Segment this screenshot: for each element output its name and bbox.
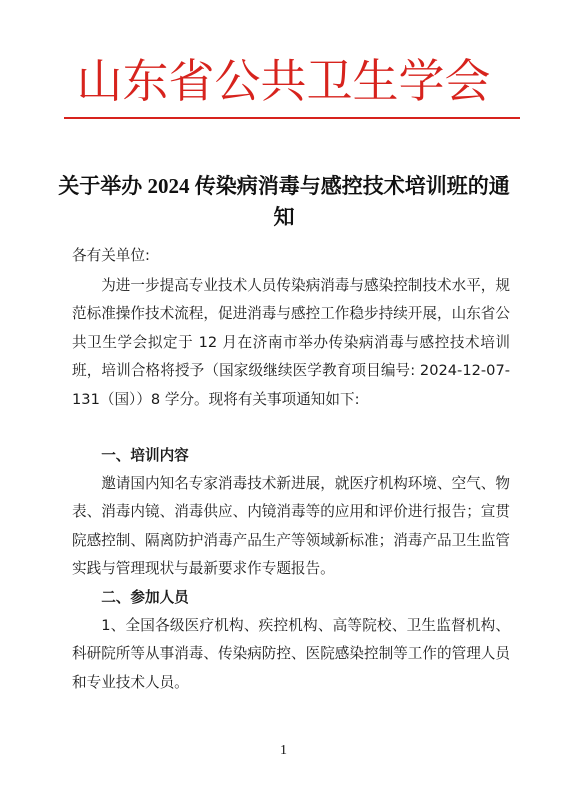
organization-letterhead: 山东省公共卫生学会 [76, 54, 491, 108]
section-heading-training-content: 一、培训内容 [101, 447, 189, 464]
page-number: 1 [280, 743, 287, 758]
section-heading-participants: 二、参加人员 [101, 589, 189, 606]
notice-title: 关于举办 2024 传染病消毒与感控技术培训班的通知 [58, 174, 510, 229]
intro-paragraph: 为进一步提高专业技术人员传染病消毒与感染控制技术水平，规范标准操作技术流程，促进消毒与感控工作稳步持续开展，山东省公共卫生学会拟定于 12 月在济南市举办传染病消毒与感控技术培训班，培训合格将授予（国家级继续医学教育项目编号: 2024-12-07-131（国））8 学分。现将有关事项通知如下: [72, 277, 510, 408]
letterhead-red-rule [64, 117, 520, 119]
section-text-participants: 1、全国各级医疗机构、疾控机构、高等院校、卫生监督机构、科研院所等从事消毒、传染病防控、医院感染控制等工作的管理人员和专业技术人员。 [72, 617, 510, 691]
section-text-training-content: 邀请国内知名专家消毒技术新进展，就医疗机构环境、空气、物表、消毒内镜、消毒供应、内镜消毒等的应用和评价进行报告；宣贯院感控制、隔离防护消毒产品生产等领域新标准；消毒产品卫生监管实践与管理现状与最新要求作专题报告。 [72, 475, 510, 578]
salutation: 各有关单位: [72, 247, 150, 264]
